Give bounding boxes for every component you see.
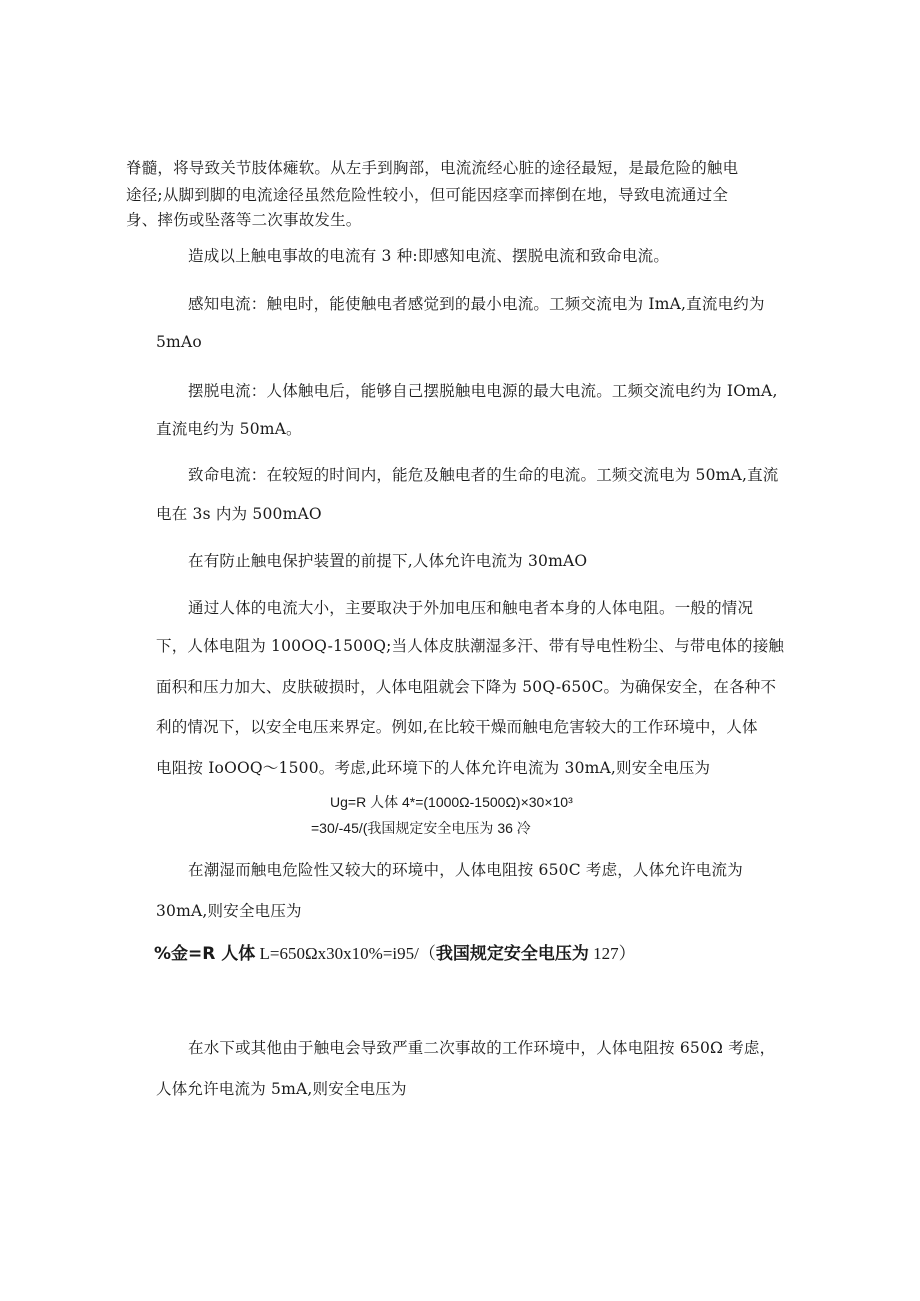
letgo-line-1: 摆脱电流：人体触电后，能够自己摆脱触电电源的最大电流。工频交流电约为 IOmA, <box>188 382 778 400</box>
lethal-line-2: 电在 3s 内为 500mAO <box>156 505 322 523</box>
currents-intro: 造成以上触电事故的电流有 3 种:即感知电流、摆脱电流和致命电流。 <box>188 247 670 265</box>
intro-line-3: 身、摔伤或坠落等二次事故发生。 <box>126 211 362 229</box>
resistance-line-4: 利的情况下，以安全电压来界定。例如,在比较干燥而触电危害较大的工作环境中，人体 <box>156 718 758 736</box>
resistance-line-2: 下，人体电阻为 100OQ-1500Q;当人体皮肤潮湿多汗、带有导电性粉尘、与带电体的接触 <box>156 637 785 655</box>
allowable-current: 在有防止触电保护装置的前提下,人体允许电流为 30mAO <box>188 552 588 570</box>
formula-1-line-2: =30/-45/(我国规定安全电压为 36 冷 <box>311 820 531 836</box>
letgo-line-2: 直流电约为 50mA。 <box>156 420 302 438</box>
formula-2 <box>154 943 636 965</box>
formula-2-note: 我国规定安全电压为 <box>435 944 589 964</box>
underwater-line-1: 在水下或其他由于触电会导致严重二次事故的工作环境中，人体电阻按 650Ω 考虑， <box>188 1039 776 1057</box>
formula-1-line-1: Ug=R 人体 4*=(1000Ω-1500Ω)×30×10³ <box>330 794 573 810</box>
formula-2-value: 127） <box>588 944 636 963</box>
intro-line-2: 途径;从脚到脚的电流途径虽然危险性较小，但可能因痉挛而摔倒在地，导致电流通过全 <box>126 186 729 204</box>
underwater-line-2: 人体允许电流为 5mA,则安全电压为 <box>156 1080 407 1098</box>
resistance-line-5: 电阻按 IoOOQ～1500。考虑,此环境下的人体允许电流为 30mA,则安全电压为 <box>156 759 711 777</box>
resistance-line-3: 面积和压力加大、皮肤破损时，人体电阻就会下降为 50Q-650C。为确保安全，在各种不 <box>156 678 777 696</box>
lethal-line-1: 致命电流：在较短的时间内，能危及触电者的生命的电流。工频交流电为 50mA,直流 <box>188 466 779 484</box>
resistance-line-1: 通过人体的电流大小，主要取决于外加电压和触电者本身的人体电阻。一般的情况 <box>188 599 754 617</box>
humid-line-2: 30mA,则安全电压为 <box>156 902 302 920</box>
intro-line-1: 脊髓，将导致关节肢体瘫软。从左手到胸部，电流流经心脏的途径最短，是最危险的触电 <box>126 159 739 177</box>
perception-line-1: 感知电流：触电时，能使触电者感觉到的最小电流。工频交流电为 ImA,直流电约为 <box>188 295 765 313</box>
humid-line-1: 在潮湿而触电危险性又较大的环境中，人体电阻按 650C 考虑，人体允许电流为 <box>188 861 743 879</box>
formula-2-calc: L=650Ωx30x10%=i95/（ <box>255 944 436 963</box>
perception-line-2: 5mAo <box>156 333 202 351</box>
formula-2-lhs: %金=R 人体 <box>154 944 256 964</box>
